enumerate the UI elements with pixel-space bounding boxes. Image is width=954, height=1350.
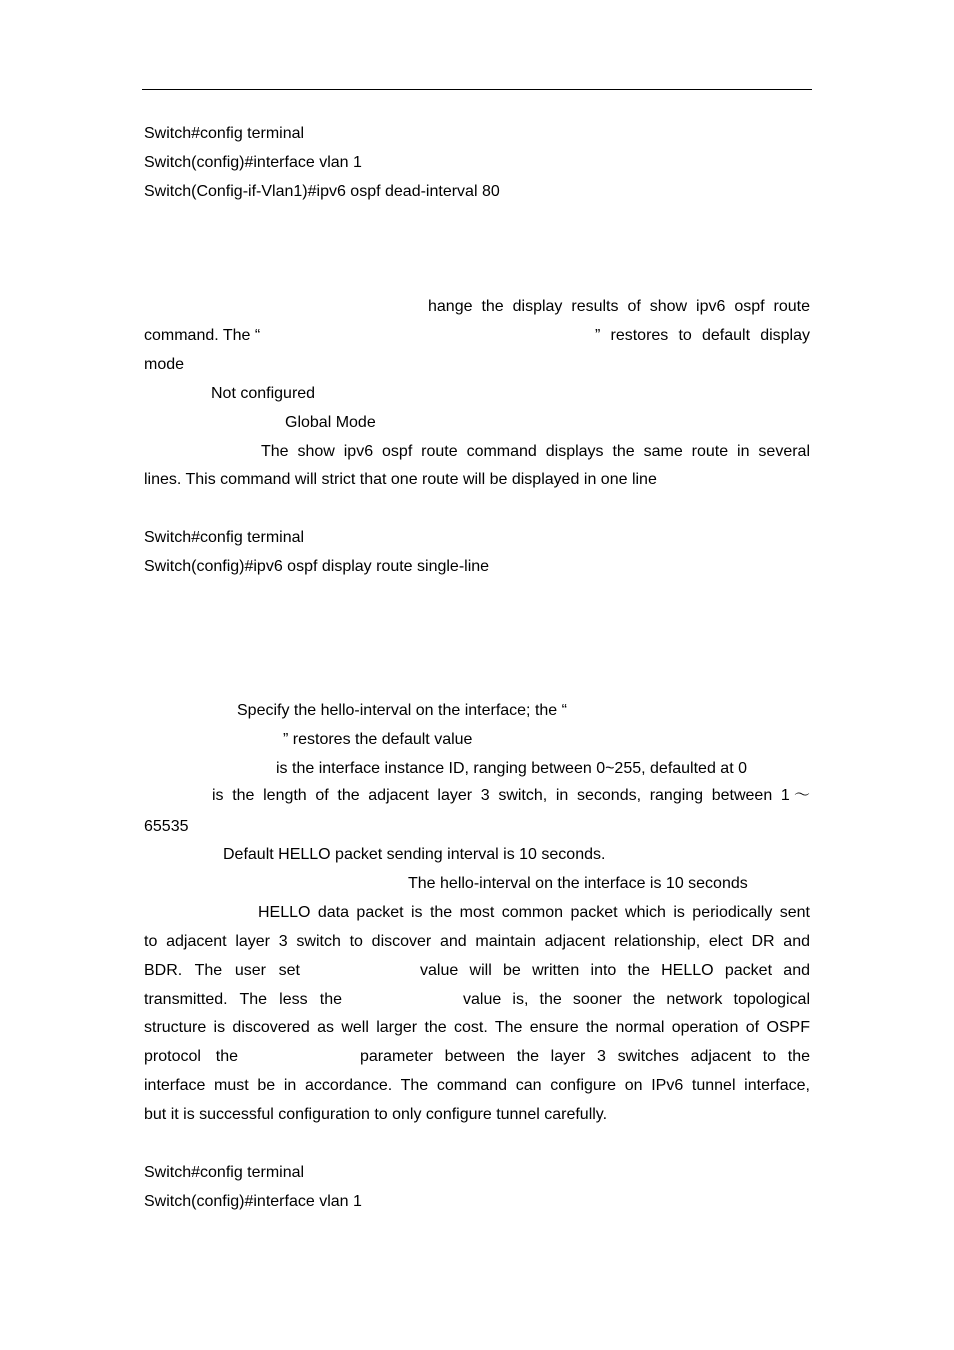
- usage-text: The show ipv6 ospf route command displays the same route in several: [261, 443, 810, 460]
- function-text: ” restores the default value: [283, 731, 473, 748]
- usage-text: but it is successful configuration to only configure tunnel carefully.: [144, 1106, 608, 1123]
- example-line: Switch(config)#interface vlan 1: [144, 1193, 362, 1210]
- command-mode: Global Mode: [285, 414, 376, 431]
- default-value: Not configured: [211, 385, 316, 402]
- usage-text: structure is discovered as well larger the cost. The ensure the normal operation of OSPF: [144, 1019, 810, 1036]
- function-text: mode: [144, 356, 185, 373]
- usage-text: interface must be in accordance. The command can configure on IPv6 tunnel interface,: [144, 1077, 810, 1094]
- parameter-text: is the length of the adjacent layer 3 switch, in seconds, ranging between 1～: [212, 787, 810, 804]
- usage-text: value will be written into the HELLO packet and: [420, 962, 810, 979]
- parameter-text: 65535: [144, 818, 189, 835]
- example-line: Switch(config)#ipv6 ospf display route single-line: [144, 558, 490, 575]
- usage-text: value is, the sooner the network topological: [463, 991, 810, 1008]
- function-text: hange the display results of show ipv6 ospf route: [428, 298, 810, 315]
- header-rule: [142, 89, 812, 90]
- default-detail: The hello-interval on the interface is 10 seconds: [408, 875, 748, 892]
- function-text: Specify the hello-interval on the interface; the “: [237, 702, 567, 719]
- usage-text: protocol the: [144, 1048, 238, 1065]
- example-line: Switch#config terminal: [144, 1164, 305, 1181]
- usage-text: transmitted. The less the: [144, 991, 342, 1008]
- usage-text: lines. This command will strict that one route will be displayed in one line: [144, 471, 657, 488]
- usage-text: HELLO data packet is the most common packet which is periodically sent: [258, 904, 810, 921]
- usage-text: BDR. The user set: [144, 962, 300, 979]
- example-line: Switch#config terminal: [144, 529, 305, 546]
- function-text: command. The “: [144, 327, 261, 344]
- example-line: Switch(config)#interface vlan 1: [144, 154, 362, 171]
- example-line: Switch(Config-if-Vlan1)#ipv6 ospf dead-interval 80: [144, 183, 500, 200]
- parameter-text: is the interface instance ID, ranging between 0~255, defaulted at 0: [276, 760, 747, 777]
- function-text: ” restores to default display: [595, 327, 810, 344]
- example-line: Switch#config terminal: [144, 125, 305, 142]
- default-value: Default HELLO packet sending interval is 10 seconds.: [223, 846, 606, 863]
- usage-text: to adjacent layer 3 switch to discover and maintain adjacent relationship, elect DR and: [144, 933, 810, 950]
- usage-text: parameter between the layer 3 switches adjacent to the: [360, 1048, 810, 1065]
